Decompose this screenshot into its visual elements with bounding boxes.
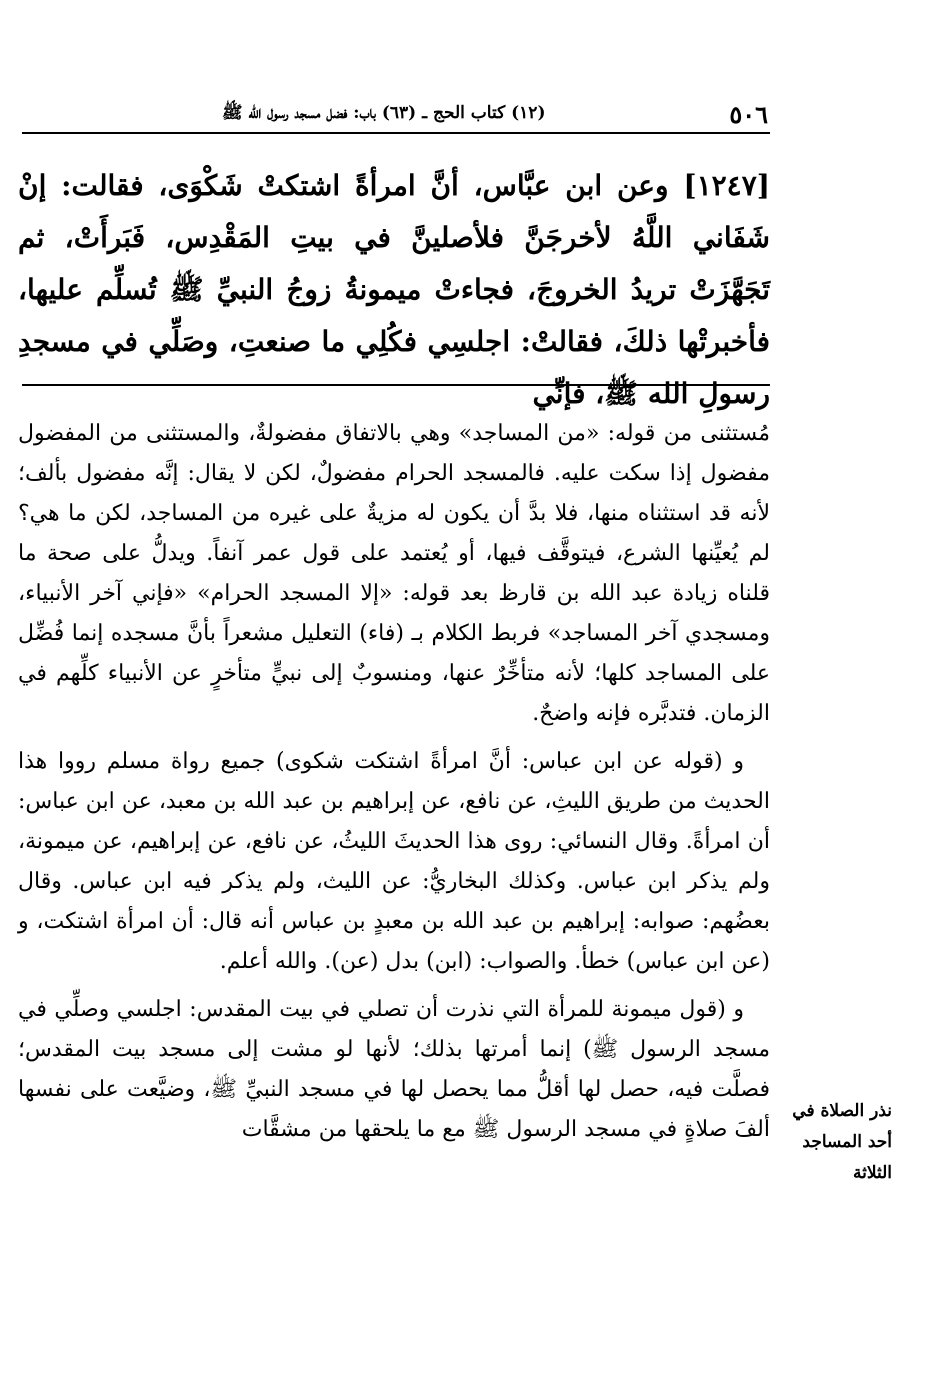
running-title: (١٢) كتاب الحج ـ (٦٣) باب: فضل مسجد رسول الله ﷺ (222, 102, 546, 123)
margin-note: نذر الصلاة في أحد المساجد الثلاثة (792, 1101, 892, 1183)
page-header (22, 96, 770, 134)
commentary-paragraph: و (قوله عن ابن عباس: أنَّ امرأةً اشتكت شكوى) جميع رواة مسلم رووا هذا الحديث من طريق الليثِ، عن نافع، عن إبراهيم بن عبد الله بن معبد، عن ابن عباس: أن امرأةً. وقال النسائي: روى هذا الحديثَ الليثُ، عن نافع، عن إبراهيم، عن ميمونة، ولم يذكر ابن عباس. وكذلك البخاريُّ: عن الليث، ولم يذكر فيه ابن عباس. وقال بعضُهم: صوابه: إبراهيم بن عبد الله بن معبدٍ بن عباس أنه قال: أن امرأة اشتكت، و (عن ابن عباس) خطأ. والصواب: (ابن) بدل (عن). والله أعلم. (18, 749, 770, 974)
commentary-paragraph: مُستثنى من قوله: «من المساجد» وهي بالاتفاق مفضولةٌ، والمستثنى من المفضول مفضول إذا سكت عليه. فالمسجد الحرام مفضولٌ، لكن لا يقال: إنَّه مفضول بألف؛ لأنه قد استثناه منها، فلا بدَّ أن يكون له مزيةٌ على غيره من المساجد، لكن ما هي؟ لم يُعيِّنها الشرع، فيتوقَّف فيها، أو يُعتمد على قول عمر آنفاً. ويدلُّ على صحة ما قلناه زيادة عبد الله بن قارظ بعد قوله: «إلا المسجد الحرام» «فإني آخر الأنبياء، ومسجدي آخر المساجد» فربط الكلام بـ (فاء) التعليل مشعراً بأنَّ مسجده إنما فُضِّل على المساجد كلها؛ لأنه متأخِّرٌ عنها، ومنسوبٌ إلى نبيٍّ متأخرٍ عن الأنبياء كلِّهم في الزمان. فتدبَّره فإنه واضحٌ. (18, 421, 770, 726)
commentary-section (18, 414, 770, 1158)
commentary-paragraph: و (قول ميمونة للمرأة التي نذرت أن تصلي في بيت المقدس: اجلسي وصلِّي في مسجد الرسول ﷺ) إنما أمرتها بذلك؛ لأنها لو مشت إلى مسجد بيت المقدس؛ فصلَّت فيه، حصل لها أقلُّ مما يحصل لها في مسجد النبيِّ ﷺ، وضيَّعت على نفسها ألفَ صلاةٍ في مسجد الرسول ﷺ مع ما يلحقها من مشقَّات (18, 997, 770, 1142)
footnote-separator (22, 384, 770, 386)
hadith-text: [١٢٤٧] وعن ابن عبَّاس، أنَّ امرأةً اشتكتْ شَكْوَى، فقالت: إنْ شَفَاني اللَّهُ لأخرجَنَّ فلأصلينَّ في بيتِ المَقْدِس، فَبَرأَتْ، ثم تَجَهَّزَتْ تريدُ الخروجَ، فجاءتْ ميمونةُ زوجُ النبيِّ ﷺ تُسلِّم عليها، فأخبرتْها ذلكَ، فقالتْ: اجلسِي فكُلِي ما صنعتِ، وصَلِّي في مسجدِ رسولِ الله ﷺ، فإنِّي (18, 169, 770, 410)
page-number: ٥٠٦ (729, 99, 768, 129)
